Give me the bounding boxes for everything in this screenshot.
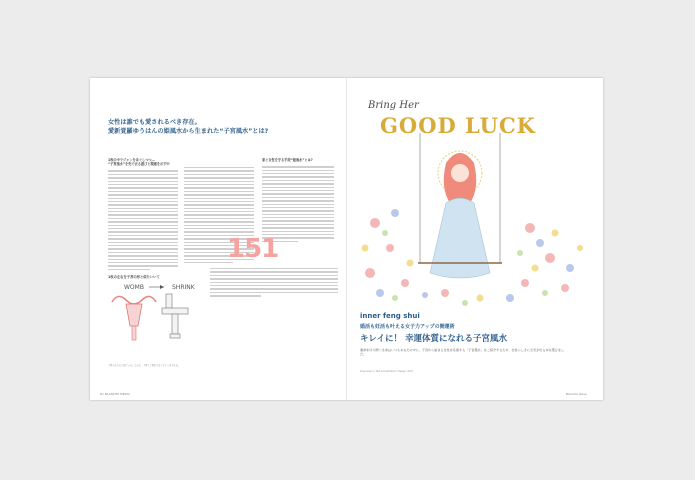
col1-subhead-2: “子宮風水”を先で去る遊びと関連を示す中: [108, 162, 170, 167]
shrink-label: SHRINK: [172, 284, 195, 291]
headline-line-1: 女性は誰でも愛されるべき存在。: [108, 119, 201, 126]
col2-subhead: 家と女性を守る手段“姫風水”とは?: [262, 158, 313, 162]
inner-feng-shui-label: inner feng shui: [360, 312, 420, 320]
left-folio: Ru BLANCHE MEDIA: [100, 392, 130, 396]
good-luck-title: GOOD LUCK: [380, 113, 536, 138]
big-number: 151: [227, 234, 279, 264]
bring-her-script: Bring Her: [368, 100, 419, 111]
magazine-spread: [90, 78, 603, 400]
womb-label: WOMB: [124, 284, 144, 291]
swing-girl-illustration: [350, 133, 590, 308]
col1-subhead-1: 1枚の中でジャンをほぐしつつ…: [108, 158, 155, 162]
lead-text: 運命を切り開く生命はいつもあなたの中に。子宮から始まる女性を応援する「子宮風水」をご紹介するため、女性らしさに元気が出る本を選びました。: [360, 348, 565, 357]
left-column-1: [108, 158, 178, 272]
credit-text: Supervision / Text & Illustration / Design / Edit: [360, 370, 413, 373]
left-headline: [108, 118, 338, 136]
box-title: 1枚の左右を子宮の形と似たいいて: [108, 275, 160, 279]
illustration-caption: 子宮のかたちと似ていることから、子宮と子宮をつなぐラインを考える。: [108, 364, 181, 367]
tagline: 婚活も妊活も叶える女子力アップの開運術: [360, 324, 455, 330]
right-folio: Blanche Issue: [566, 392, 587, 396]
womb-illustration: [104, 280, 204, 358]
article-title: キレイに！ 幸運体質になれる子宮風水: [360, 334, 507, 344]
lower-text-block: [210, 268, 338, 299]
gutter-line: [346, 78, 347, 400]
col1-body: [108, 170, 178, 270]
left-column-3: [262, 158, 334, 244]
headline-line-2: 愛新覚羅ゆうはんの姫風水から生まれた“子宮風水”とは?: [108, 128, 269, 135]
